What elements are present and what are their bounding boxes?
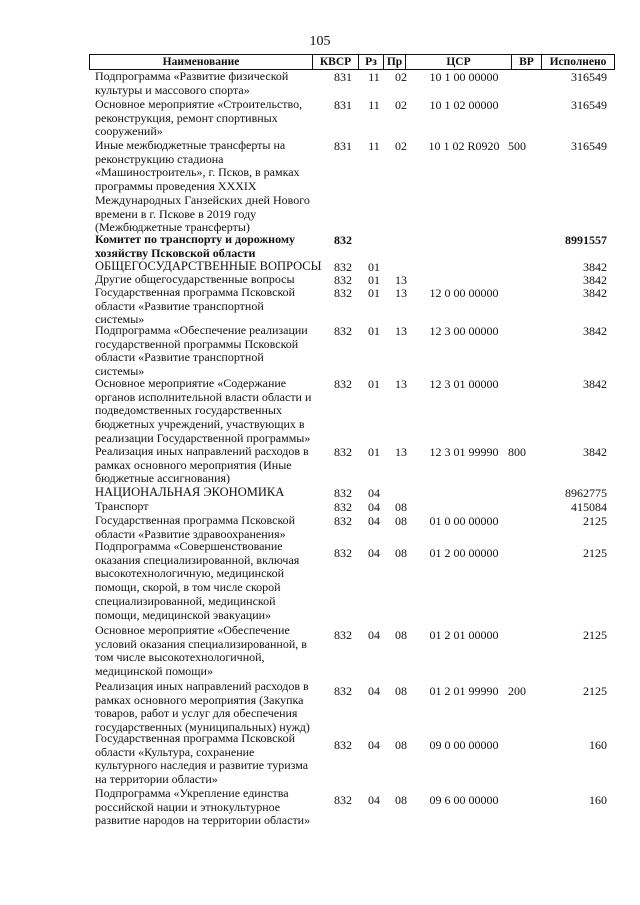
row-name bbox=[95, 324, 325, 379]
row-rz: 04 bbox=[368, 546, 380, 560]
row-isp: 2125 bbox=[583, 628, 607, 642]
row-rz: 04 bbox=[368, 500, 380, 514]
row-isp: 2125 bbox=[583, 514, 607, 528]
row-name-line: помощи, скорой, в том числе скорой bbox=[95, 580, 281, 595]
row-name-line: культурного наследия и развитие туризма bbox=[95, 758, 309, 773]
row-kvsr: 831 bbox=[334, 139, 352, 153]
row-kvsr: 832 bbox=[334, 286, 352, 300]
row-name bbox=[95, 787, 325, 828]
page-number: 105 bbox=[309, 34, 331, 49]
row-csr: 10 1 02 R0920 bbox=[428, 139, 500, 153]
row-pr: 13 bbox=[395, 377, 407, 391]
row-name-line: Основное мероприятие «Содержание bbox=[95, 376, 287, 390]
header-name: Наименование bbox=[90, 55, 313, 69]
row-name-line: высокотехнологичную, медицинской bbox=[95, 566, 285, 581]
row-pr: 13 bbox=[395, 273, 407, 287]
row-rz: 01 bbox=[368, 260, 380, 274]
row-rz: 04 bbox=[368, 628, 380, 642]
row-isp: 316549 bbox=[571, 139, 607, 153]
header-pr: Пр bbox=[384, 55, 406, 69]
row-name-line: Основное мероприятие «Строительство, bbox=[95, 97, 303, 111]
row-pr: 02 bbox=[395, 70, 407, 84]
row-pr: 08 bbox=[395, 500, 407, 514]
row-name bbox=[95, 233, 325, 260]
row-rz: 04 bbox=[368, 793, 380, 807]
row-name bbox=[95, 680, 325, 735]
row-name-line: Комитет по транспорту и дорожному bbox=[95, 232, 296, 246]
row-name-line: Подпрограмма «Развитие физической bbox=[95, 69, 289, 83]
row-name-line: Государственная программа Псковской bbox=[95, 513, 296, 527]
row-name-line: развитие народов на территории области» bbox=[95, 813, 311, 828]
row-name bbox=[95, 98, 325, 139]
row-csr: 09 0 00 00000 bbox=[429, 738, 499, 752]
row-name bbox=[95, 70, 325, 97]
row-vr: 500 bbox=[508, 139, 526, 153]
row-name-line: НАЦИОНАЛЬНАЯ ЭКОНОМИКА bbox=[95, 485, 285, 499]
row-name-line: области «Развитие транспортной bbox=[95, 350, 264, 365]
row-name-line: реализации Государственной программы» bbox=[95, 430, 311, 445]
header-vr: ВР bbox=[512, 55, 542, 69]
row-isp: 3842 bbox=[583, 260, 607, 274]
row-name-line: государственных (муниципальных) нужд) bbox=[95, 720, 310, 735]
row-rz: 11 bbox=[368, 98, 380, 112]
header-isp: Исполнено bbox=[549, 56, 607, 68]
row-isp: 3842 bbox=[583, 445, 607, 459]
row-name bbox=[95, 540, 325, 622]
row-name-line: времени в г. Пскове в 2019 году bbox=[95, 206, 257, 221]
row-name-line: реконструкция, ремонт спортивных bbox=[95, 110, 278, 125]
row-name-line: на территории области» bbox=[95, 772, 218, 787]
row-isp: 3842 bbox=[583, 286, 607, 300]
row-name bbox=[95, 500, 325, 514]
row-name-line: системы» bbox=[95, 312, 145, 327]
row-name-line: Подпрограмма «Обеспечение реализации bbox=[95, 323, 308, 337]
row-isp: 316549 bbox=[571, 98, 607, 112]
row-name-line: Подпрограмма «Укрепление единства bbox=[95, 786, 289, 800]
row-name-line: (Межбюджетные трансферты) bbox=[95, 220, 250, 235]
row-csr: 09 6 00 00000 bbox=[429, 793, 499, 807]
row-pr: 08 bbox=[395, 514, 407, 528]
row-name-line: условий оказания специализированной, в bbox=[95, 636, 307, 651]
row-kvsr: 831 bbox=[334, 98, 352, 112]
row-name-line: подведомственных государственных bbox=[95, 403, 282, 418]
row-rz: 01 bbox=[368, 377, 380, 391]
row-name-line: помощи, медицинской эвакуации» bbox=[95, 607, 272, 622]
row-kvsr: 832 bbox=[334, 260, 352, 274]
row-name-line: Реализация иных направлений расходов в bbox=[95, 444, 309, 458]
row-rz: 11 bbox=[368, 70, 380, 84]
row-pr: 13 bbox=[395, 286, 407, 300]
row-name-line: рамках основного мероприятия (Иные bbox=[95, 457, 292, 472]
header-csr: ЦСР bbox=[406, 55, 512, 69]
row-pr: 02 bbox=[395, 139, 407, 153]
row-name-line: товаров, работ и услуг для обеспечения bbox=[95, 706, 298, 721]
row-kvsr: 832 bbox=[334, 546, 352, 560]
row-rz: 11 bbox=[368, 139, 380, 153]
row-pr: 08 bbox=[395, 738, 407, 752]
row-name-line: Основное мероприятие «Обеспечение bbox=[95, 623, 290, 637]
row-name-line: оказания специализированной, включая bbox=[95, 552, 300, 567]
row-kvsr: 832 bbox=[334, 233, 352, 247]
table-header bbox=[89, 54, 615, 70]
row-name-line: Государственная программа Псковской bbox=[95, 731, 296, 745]
row-name-line: хозяйству Псковской области bbox=[95, 245, 256, 260]
row-name-line: бюджетные ассигнования) bbox=[95, 471, 231, 486]
row-isp: 3842 bbox=[583, 377, 607, 391]
row-isp: 8962775 bbox=[565, 486, 607, 500]
row-pr: 08 bbox=[395, 546, 407, 560]
row-isp: 160 bbox=[589, 738, 607, 752]
row-kvsr: 832 bbox=[334, 514, 352, 528]
row-name-line: Другие общегосударственные вопросы bbox=[95, 272, 295, 286]
row-csr: 10 1 02 00000 bbox=[429, 98, 499, 112]
header-kvsr: КВСР bbox=[313, 55, 359, 69]
row-pr: 08 bbox=[395, 684, 407, 698]
row-name bbox=[95, 139, 325, 235]
row-name-line: органов исполнительной власти области и bbox=[95, 389, 312, 404]
row-pr: 13 bbox=[395, 445, 407, 459]
row-name-line: Подпрограмма «Совершенствование bbox=[95, 539, 283, 553]
row-kvsr: 832 bbox=[334, 324, 352, 338]
row-csr: 12 3 01 99990 bbox=[429, 445, 499, 459]
row-name-line: государственной программы Псковской bbox=[95, 336, 299, 351]
row-csr: 01 2 01 99990 bbox=[429, 684, 499, 698]
row-isp: 2125 bbox=[583, 684, 607, 698]
row-rz: 04 bbox=[368, 486, 380, 500]
row-name-line: области «Развитие здравоохранения» bbox=[95, 526, 286, 541]
row-rz: 01 bbox=[368, 286, 380, 300]
row-name-line: Реализация иных направлений расходов в bbox=[95, 679, 309, 693]
row-rz: 04 bbox=[368, 684, 380, 698]
row-name-line: «Машиностроитель», г. Псков, в рамках bbox=[95, 165, 300, 180]
row-isp: 316549 bbox=[571, 70, 607, 84]
row-rz: 01 bbox=[368, 445, 380, 459]
row-pr: 13 bbox=[395, 324, 407, 338]
row-name-line: специализированной, медицинской bbox=[95, 593, 276, 608]
row-csr: 10 1 00 00000 bbox=[429, 70, 499, 84]
row-csr: 01 0 00 00000 bbox=[429, 514, 499, 528]
row-name-line: медицинской помощи» bbox=[95, 664, 213, 679]
row-isp: 3842 bbox=[583, 324, 607, 338]
row-csr: 12 3 00 00000 bbox=[429, 324, 499, 338]
row-isp: 415084 bbox=[571, 500, 607, 514]
row-name-line: российской нации и этнокультурное bbox=[95, 799, 281, 814]
row-name-line: реконструкцию стадиона bbox=[95, 151, 224, 166]
row-pr: 08 bbox=[395, 793, 407, 807]
row-csr: 12 3 01 00000 bbox=[429, 377, 499, 391]
row-name-line: культуры и массового спорта» bbox=[95, 82, 250, 97]
row-csr: 01 2 00 00000 bbox=[429, 546, 499, 560]
row-name-line: области «Развитие транспортной bbox=[95, 298, 264, 313]
row-pr: 02 bbox=[395, 98, 407, 112]
row-kvsr: 832 bbox=[334, 500, 352, 514]
row-kvsr: 832 bbox=[334, 738, 352, 752]
row-name bbox=[95, 624, 325, 679]
row-csr: 01 2 01 00000 bbox=[429, 628, 499, 642]
row-isp: 8991557 bbox=[565, 233, 607, 247]
row-rz: 01 bbox=[368, 273, 380, 287]
row-kvsr: 832 bbox=[334, 684, 352, 698]
row-name-line: Иные межбюджетные трансферты на bbox=[95, 138, 286, 152]
row-kvsr: 832 bbox=[334, 445, 352, 459]
row-name-line: бюджетных учреждений, участвующих в bbox=[95, 417, 305, 432]
row-vr: 200 bbox=[508, 684, 526, 698]
row-name-line: сооружений» bbox=[95, 124, 163, 139]
row-name-line: рамках основного мероприятия (Закупка bbox=[95, 692, 304, 707]
row-name bbox=[95, 514, 325, 541]
row-name-line: том числе высокотехнологичной, bbox=[95, 650, 265, 665]
row-name bbox=[95, 286, 325, 327]
row-kvsr: 832 bbox=[334, 793, 352, 807]
row-isp: 3842 bbox=[583, 273, 607, 287]
row-pr: 08 bbox=[395, 628, 407, 642]
row-kvsr: 831 bbox=[334, 70, 352, 84]
row-isp: 160 bbox=[589, 793, 607, 807]
row-rz: 01 bbox=[368, 324, 380, 338]
row-name-line: ОБЩЕГОСУДАРСТВЕННЫЕ ВОПРОСЫ bbox=[95, 259, 322, 273]
row-vr: 800 bbox=[508, 445, 526, 459]
row-name-line: Международных Ганзейских дней Нового bbox=[95, 192, 310, 207]
row-kvsr: 832 bbox=[334, 486, 352, 500]
row-isp: 2125 bbox=[583, 546, 607, 560]
row-name bbox=[95, 732, 325, 787]
row-rz: 04 bbox=[368, 738, 380, 752]
row-name-line: программы проведения XXXIX bbox=[95, 179, 257, 194]
row-kvsr: 832 bbox=[334, 273, 352, 287]
row-name-line: системы» bbox=[95, 364, 145, 379]
row-name-line: Государственная программа Псковской bbox=[95, 285, 296, 299]
row-kvsr: 832 bbox=[334, 377, 352, 391]
row-kvsr: 832 bbox=[334, 628, 352, 642]
row-name bbox=[95, 486, 325, 500]
row-rz: 04 bbox=[368, 514, 380, 528]
row-name-line: Транспорт bbox=[95, 499, 149, 513]
row-csr: 12 0 00 00000 bbox=[429, 286, 499, 300]
row-name bbox=[95, 377, 325, 446]
row-name-line: области «Культура, сохранение bbox=[95, 744, 255, 759]
header-rz: Рз bbox=[359, 55, 384, 69]
row-name bbox=[95, 445, 325, 486]
